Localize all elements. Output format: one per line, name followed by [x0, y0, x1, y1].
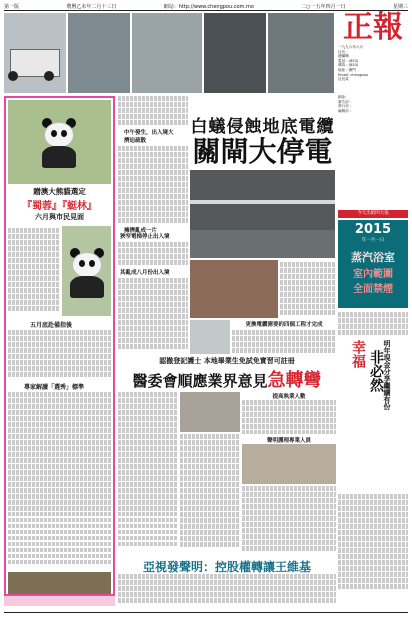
main-text-2 — [118, 146, 188, 224]
main-headline-large: 關閘大停電 — [190, 137, 335, 167]
website-url: 網站：http://www.chengpou.com.mo — [163, 3, 254, 10]
main-text-5 — [232, 330, 336, 354]
panda-illustration — [38, 116, 80, 168]
main-section-5: 其亂成八月份出入境 — [120, 270, 170, 276]
photo-caption — [280, 262, 335, 318]
photo-truck — [4, 13, 66, 93]
main-text-4 — [118, 278, 188, 350]
ad-line2: 室內範圍 — [353, 269, 393, 280]
panda-text-1 — [8, 228, 60, 314]
med-kicker: 認撤登記護士 本地畢業生免試免實習可註冊 — [159, 357, 295, 365]
photo-panda-2 — [62, 226, 111, 316]
issue-date: 二○一五年四月一日 — [301, 3, 346, 10]
med-headline-a: 醫委會順應業界意見 — [132, 372, 268, 390]
vertical-headline-black: 非必然 — [368, 350, 384, 392]
med-text-3 — [242, 400, 336, 434]
no-smoking-ad — [338, 220, 408, 308]
main-text-3 — [118, 242, 188, 266]
panda-text-2 — [8, 330, 111, 378]
med-subhead-2: 聲明護理專業人員 — [266, 438, 311, 444]
photo-crowd-queue — [190, 260, 278, 318]
page-number: 第一版 — [4, 3, 20, 10]
main-section-2: 擠迫疏散 — [124, 138, 147, 144]
masthead-meta: 一九九六年六月 社長 : 總編輯 電話 : (853) 傳真 : (853) 地址 : 澳門 Email: chengpou 社長黃 — [338, 45, 369, 82]
pages-today-banner: 今天出紙四大張 — [338, 210, 408, 218]
main-section-1: 中午發生，出入境大 — [124, 130, 174, 136]
photo-corridor — [190, 320, 230, 354]
vertical-headline-red: 幸福 — [350, 340, 366, 368]
main-headline — [190, 112, 335, 167]
panda-box-footer — [4, 596, 115, 606]
main-text-1 — [118, 96, 188, 126]
weekday: 星期三 — [392, 3, 408, 10]
vertical-headline — [348, 340, 394, 490]
photo-panda-top — [8, 100, 111, 184]
panda-section-1: 五月底赴備指後 — [30, 322, 73, 329]
photo-escalator — [190, 170, 335, 258]
med-subhead-1: 提高執業人數 — [272, 394, 306, 400]
bottom-headline: 亞視發聲明：控股權轉讓王維基 — [142, 560, 311, 574]
bottom-text — [118, 574, 336, 608]
masthead — [338, 10, 408, 85]
ad-year: 2015 — [354, 222, 392, 237]
page-bottom-rule — [4, 612, 408, 613]
newspaper-logo: 正報 — [343, 10, 403, 45]
panda-section-2: 專家解讀「選秀」標準 — [24, 384, 85, 391]
photo-crowd-2 — [132, 13, 202, 93]
contact-box: 網址: 廣告部 : 發行部 : 編輯部 : — [338, 95, 352, 113]
right-column-text-2 — [338, 494, 408, 594]
right-column-text — [338, 312, 408, 338]
med-text-4 — [242, 486, 336, 552]
main-section-6: 更換電纜需要約四個工程才完成 — [245, 322, 323, 328]
photo-crowd-3 — [204, 13, 266, 93]
main-headline-small: 白蟻侵蝕地底電纜 — [190, 117, 335, 137]
main-section-3: 擁擠亂成一片 — [124, 228, 158, 234]
ad-line3: 全面禁煙 — [353, 284, 393, 295]
ad-line1: 蒸汽浴室 — [351, 251, 395, 264]
main-section-4: 狹窄電梯停止出入境 — [120, 234, 170, 240]
med-text-1 — [118, 392, 178, 552]
vertical-headline-sub: 明年現金分享繼續有份 — [383, 340, 392, 410]
photo-meeting — [242, 444, 336, 484]
photo-press-conference — [180, 392, 240, 432]
med-headline — [118, 356, 336, 392]
photo-crowd-1 — [68, 13, 130, 93]
lunar-date: 農曆乙未年二月十三日 — [66, 3, 117, 10]
panda-headline: 贈澳大熊貓選定 『蜀蓉』『蜓林』 六月與市民見面 — [22, 187, 97, 221]
med-headline-b: 急轉彎 — [267, 370, 322, 391]
photo-crowd-4 — [268, 13, 334, 93]
photo-panda-bottom — [8, 572, 111, 594]
med-text-2 — [180, 434, 240, 552]
panda-text-3 — [8, 392, 111, 570]
ad-date: 年一月一日 — [361, 238, 385, 243]
